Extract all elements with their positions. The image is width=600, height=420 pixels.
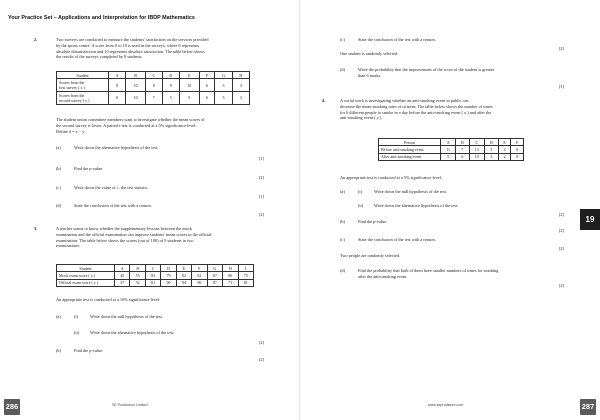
table-row: [57, 92, 250, 105]
table-cell: F: [511, 139, 524, 146]
table-cell: 9: [179, 92, 199, 105]
q2a-text: Write down the alternative hypothesis of the test.: [74, 145, 159, 150]
q4-context: An appropriate test is conducted at a 5% significance level.: [340, 175, 442, 180]
table-cell: 82: [176, 272, 191, 279]
table-cell: 55: [130, 272, 145, 279]
table-cell: 13: [469, 146, 485, 153]
table-cell: G: [215, 72, 232, 79]
question-2-number: 2.: [34, 37, 38, 42]
q3a-label: (a): [56, 314, 61, 319]
q4-selection-line: Two people are randomly selected.: [340, 253, 400, 258]
table-cell: 8: [145, 79, 162, 92]
text-line: Define d = x − y .: [56, 128, 87, 134]
q2a-mark: [1]: [258, 156, 264, 161]
table-cell: 52: [130, 279, 145, 286]
q4b-mark: [2]: [558, 228, 564, 233]
q4aii-mark: [2]: [558, 212, 564, 217]
table-row: [57, 279, 254, 286]
table-cell: 75: [238, 272, 254, 279]
table-cell: 11: [441, 146, 456, 153]
q4aii-label: (ii): [358, 203, 364, 208]
chapter-tab: 19: [580, 209, 600, 230]
row-label: Official exam score ( y ): [57, 279, 115, 286]
q4c-mark: [2]: [558, 246, 564, 251]
table-cell: E: [179, 72, 199, 79]
q2b-label: (b): [56, 166, 62, 171]
q3-context: An appropriate test is conducted at a 10% significance level.: [56, 297, 161, 302]
table-cell: 8: [511, 153, 524, 160]
table-cell: 8: [109, 79, 126, 92]
question-2-context: [56, 117, 276, 134]
table-cell: 5: [485, 146, 499, 153]
text-line: decrease the mean smoking rates of citizens. The table below shows the number of times: [340, 103, 493, 109]
table-row: [379, 153, 524, 160]
table-cell: C: [469, 139, 485, 146]
q3c-label: (c): [340, 37, 345, 42]
table-cell: 10: [126, 79, 146, 92]
table-cell: 2: [498, 153, 511, 160]
table-cell: C: [145, 265, 160, 272]
question-3-number: 3.: [34, 226, 38, 231]
q3ai-text: Write down the null hypothesis of the test.: [90, 314, 163, 319]
q2c-mark: [1]: [258, 194, 264, 199]
q4d-text: [358, 268, 558, 280]
table-cell: 10: [469, 153, 485, 160]
table-header-row: [57, 72, 250, 79]
q4aii-text: Write down the alternative hypothesis of the test.: [374, 203, 459, 208]
q3d-label: (d): [340, 67, 346, 72]
table-cell: 61: [145, 279, 160, 286]
row-label: Before anti-smoking event: [379, 146, 441, 153]
table-cell: Person: [379, 139, 441, 146]
table-cell: I: [238, 265, 254, 272]
text-line: anti-smoking event ( y ).: [340, 115, 383, 121]
table-header-row: [57, 265, 254, 272]
table-cell: 7: [145, 92, 162, 105]
q3ai-label: (i): [74, 314, 79, 319]
page-number-right: 287: [580, 399, 596, 415]
table-cell: G: [207, 265, 222, 272]
text-line: absolute dissatisfaction and 10 represents absolute satisfaction. The table below shows: [56, 48, 205, 54]
text-line: examination and the official examination can improve students' mean scores in the official: [56, 231, 212, 237]
table-cell: C: [145, 72, 162, 79]
table-cell: 3: [232, 92, 249, 105]
table-cell: Student: [57, 265, 115, 272]
text-line: Write the probability that the improvement of the score of the student is greater: [358, 67, 495, 72]
table-cell: 79: [161, 272, 176, 279]
question-4-number: 4.: [322, 98, 326, 103]
text-line: by the sports centre. A score from 0 to 10 is used in the surveys, where 0 represents: [56, 42, 200, 48]
table-cell: H: [223, 265, 238, 272]
table-cell: D: [161, 265, 176, 272]
q4-smoking-table: [378, 138, 524, 161]
q4c-text: State the conclusion of the test with a reason.: [358, 237, 436, 242]
table-cell: D: [162, 72, 179, 79]
table-cell: 5: [215, 92, 232, 105]
q2d-label: (d): [56, 203, 62, 208]
table-cell: 6: [109, 92, 126, 105]
q2a-label: (a): [56, 145, 61, 150]
q2c-label: (c): [56, 185, 61, 190]
q4b-text: Find the p-value.: [358, 219, 388, 224]
q3b-label: (b): [56, 348, 62, 353]
table-cell: 83: [145, 272, 160, 279]
table-cell: 5: [441, 153, 456, 160]
q4d-label: (d): [340, 268, 346, 273]
q2b-mark: [2]: [258, 175, 264, 180]
q3d-text: [358, 67, 558, 79]
page-header: Your Practice Set – Applications and Interpretation for IBDP Mathematics: [8, 15, 195, 21]
q3c-text: State the conclusion of the test with a reason.: [358, 37, 436, 42]
row-label: Scores from the second survey ( y ): [57, 92, 109, 105]
question-4-intro: [340, 98, 566, 121]
table-cell: 45: [115, 272, 130, 279]
q3b-text: Find the p-value.: [74, 348, 104, 353]
table-cell: 3: [485, 153, 499, 160]
question-2-intro: [56, 37, 276, 60]
q2c-text: Write down the value of t , the test statistic.: [74, 185, 149, 190]
footer-website: www.seprodstore.com: [428, 403, 464, 407]
table-cell: 7: [456, 146, 469, 153]
text-line: the results of the surveys completed by 8 students.: [56, 54, 143, 60]
text-line: examination. The table below shows the scores (out of 100) of 9 students in two: [56, 237, 194, 243]
q3aii-mark: [2]: [258, 340, 264, 345]
q4b-label: (b): [340, 219, 346, 224]
table-row: [57, 79, 250, 92]
row-label: After anti-smoking event: [379, 153, 441, 160]
text-line: the second survey is lower. A paired t-test is conducted at a 5% significance level.: [56, 122, 197, 128]
table-cell: 9: [162, 79, 179, 92]
table-cell: 96: [192, 279, 207, 286]
q4d-mark: [2]: [558, 283, 564, 288]
q3-selection-line: One student is randomly selected.: [340, 51, 399, 56]
q3b-mark: [2]: [258, 357, 264, 362]
page-number-left: 286: [4, 399, 20, 415]
table-cell: 6: [199, 79, 215, 92]
table-cell: 10: [179, 79, 199, 92]
table-cell: A: [115, 265, 130, 272]
table-cell: 37: [115, 279, 130, 286]
q3aii-text: Write down the alternative hypothesis of the test.: [90, 330, 175, 335]
table-cell: 80: [223, 272, 238, 279]
table-cell: F: [199, 72, 215, 79]
table-cell: 4: [498, 146, 511, 153]
q3-exam-table: [56, 264, 254, 287]
table-cell: B: [126, 72, 146, 79]
q2b-text: Find the p-value.: [74, 166, 104, 171]
table-row: [379, 146, 524, 153]
row-label: Mock exam score ( x ): [57, 272, 115, 279]
q4a-label: (a): [340, 189, 345, 194]
text-line: than 6 marks.: [358, 72, 382, 78]
table-header-row: [379, 139, 524, 146]
table-cell: 10: [126, 92, 146, 105]
table-cell: F: [192, 265, 207, 272]
text-line: Find the probability that both of them have smaller numbers of times for smoking: [358, 268, 499, 273]
table-cell: 6: [456, 153, 469, 160]
q4c-label: (c): [340, 237, 345, 242]
q2d-text: State the conclusion of the test with a reason.: [74, 203, 152, 208]
text-line: The student union committee members want to investigate whether the mean scores of: [56, 117, 205, 122]
table-cell: 71: [223, 279, 238, 286]
text-line: for 6 different people to smoke in a day before the anti-smoking event ( x ) and after the: [340, 109, 492, 115]
table-cell: 6: [199, 92, 215, 105]
text-line: examinations:: [56, 243, 81, 249]
table-cell: 3: [232, 79, 249, 92]
table-cell: Student: [57, 72, 109, 79]
table-cell: 67: [207, 272, 222, 279]
table-cell: 81: [238, 279, 254, 286]
table-cell: 90: [161, 279, 176, 286]
q3d-mark: [1]: [558, 84, 564, 89]
text-line: A social work is investigating whether an anti-smoking event in public can: [340, 98, 469, 103]
table-cell: A: [109, 72, 126, 79]
table-cell: E: [498, 139, 511, 146]
question-3-intro: [56, 226, 276, 249]
q4ai-label: (i): [358, 189, 363, 194]
q2d-mark: [2]: [258, 212, 264, 217]
table-cell: 87: [207, 279, 222, 286]
table-cell: 8: [511, 146, 524, 153]
table-cell: H: [232, 72, 249, 79]
table-cell: 94: [176, 279, 191, 286]
row-label: Scores from the first survey ( x ): [57, 79, 109, 92]
table-cell: 62: [192, 272, 207, 279]
text-line: after the anti-smoking event.: [358, 273, 408, 279]
table-cell: D: [485, 139, 499, 146]
q2-survey-table: [56, 71, 250, 105]
q3c-mark: [2]: [558, 46, 564, 51]
table-cell: E: [176, 265, 191, 272]
footer-publisher: SE Production Limited: [112, 403, 148, 407]
table-cell: B: [130, 265, 145, 272]
table-cell: B: [456, 139, 469, 146]
q4ai-text: Write down the null hypothesis of the test.: [374, 189, 447, 194]
q3aii-label: (ii): [74, 330, 80, 335]
table-cell: A: [441, 139, 456, 146]
table-row: [57, 272, 254, 279]
text-line: Two surveys are conducted to measure the students' satisfaction on the services provided: [56, 37, 209, 42]
page-spine: [299, 0, 301, 420]
text-line: A teacher wants to know whether the supplementary lessons between the mock: [56, 226, 192, 231]
table-cell: 5: [162, 92, 179, 105]
table-cell: 3: [215, 79, 232, 92]
